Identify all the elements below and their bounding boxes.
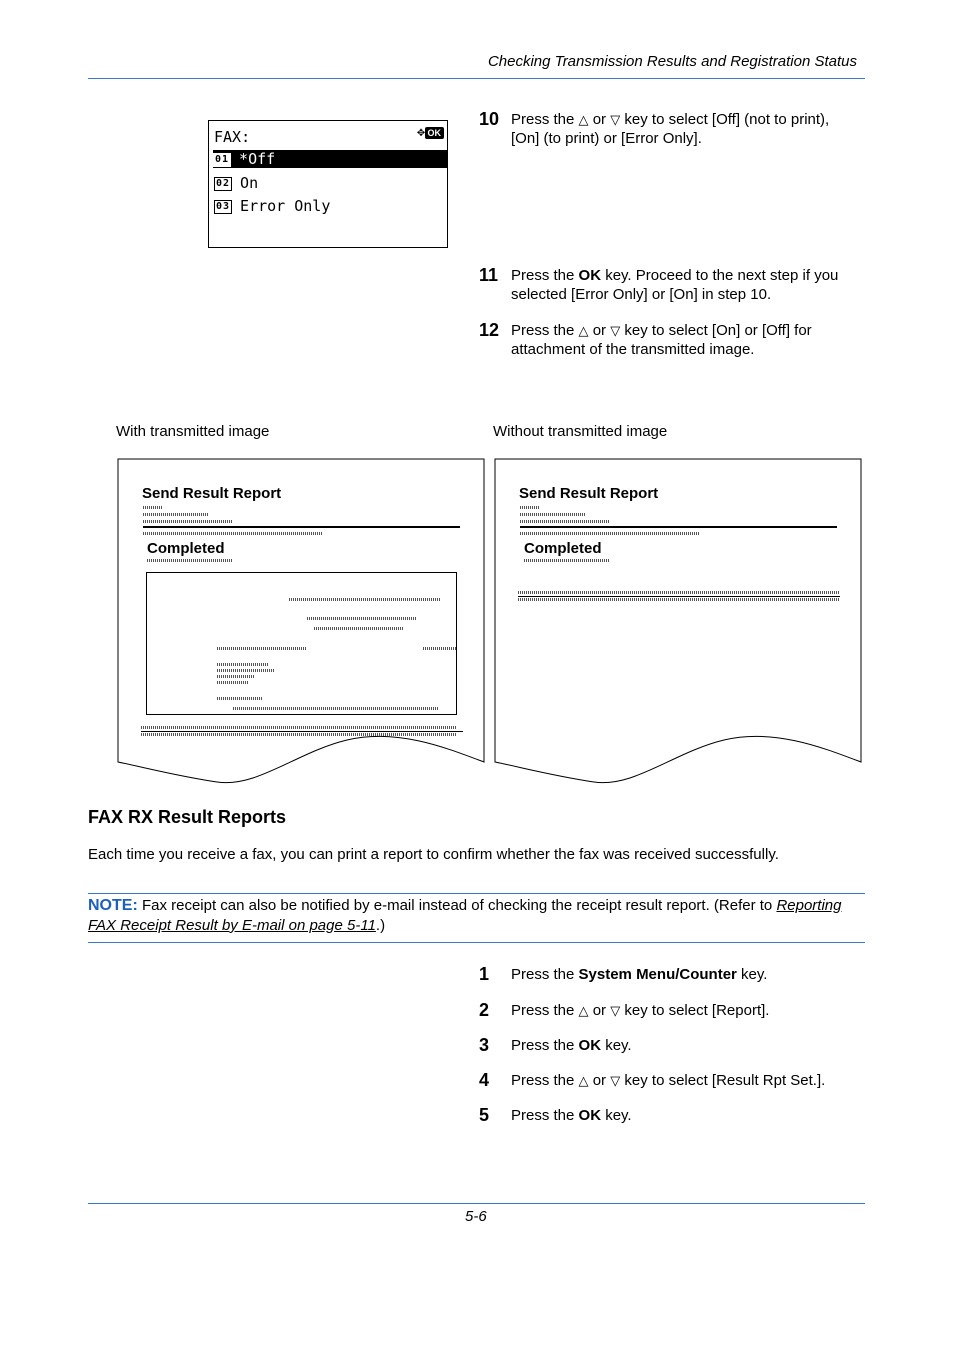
footer-rule: [88, 1203, 865, 1204]
page-number: 5-6: [465, 1208, 487, 1225]
note-bottom-rule: [88, 942, 865, 943]
report-title: Send Result Report: [519, 485, 659, 502]
four-way-arrows-icon: ✥: [417, 125, 425, 140]
report-without-image: [494, 458, 860, 778]
lcd-option-on[interactable]: 02 On: [216, 174, 259, 192]
note-link[interactable]: Reporting FAX Receipt Result by E-mail on page 5-11: [88, 897, 842, 934]
lcd-title: FAX:: [214, 128, 251, 146]
lcd-option-off[interactable]: 01 *Off: [213, 150, 447, 168]
lcd-screen: [208, 120, 448, 248]
step-number: 12: [479, 320, 500, 340]
step-number: 11: [479, 265, 499, 285]
step-text: Press the OK key.: [511, 1107, 632, 1124]
up-triangle-icon: △: [578, 323, 589, 338]
down-triangle-icon: ▽: [610, 1003, 621, 1018]
ok-key-icon: OK: [425, 127, 445, 139]
step-text: Press the △ or ▽ key to select [On] or [Off] for attachment of the transmitted image.: [511, 322, 812, 358]
step-text: Press the System Menu/Counter key.: [511, 966, 768, 983]
note-top-rule: [88, 893, 865, 894]
header-rule: [88, 78, 865, 79]
up-triangle-icon: △: [578, 1003, 589, 1018]
down-triangle-icon: ▽: [610, 112, 621, 127]
step-text: Press the △ or ▽ key to select [Off] (not to print), [On] (to print) or [Error Only].: [511, 111, 830, 147]
down-triangle-icon: ▽: [610, 323, 621, 338]
step-text: Press the OK key. Proceed to the next step if you selected [Error Only] or [On] in step 10.: [511, 267, 839, 303]
note-box: NOTE: Fax receipt can also be notified by e-mail instead of checking the receipt result report. (Refer to Reporting FAX Receipt Result by E-mail on page 5-11.): [88, 897, 842, 934]
note-label: NOTE:: [88, 897, 138, 914]
caption-with-image: With transmitted image: [116, 423, 270, 440]
header-title: Checking Transmission Results and Registration Status: [487, 53, 857, 70]
report-title: Send Result Report: [142, 485, 282, 502]
step-text: Press the OK key.: [511, 1037, 632, 1054]
step-number: 10: [479, 109, 500, 129]
report-status: Completed: [524, 540, 602, 557]
step-number: 1: [479, 964, 490, 984]
caption-without-image: Without transmitted image: [493, 423, 668, 440]
up-triangle-icon: △: [578, 112, 589, 127]
down-triangle-icon: ▽: [610, 1073, 621, 1088]
step-text: Press the △ or ▽ key to select [Result Rpt Set.].: [511, 1072, 826, 1089]
report-status: Completed: [147, 540, 225, 557]
step-number: 4: [479, 1070, 490, 1090]
transmitted-image-thumbnail: [146, 572, 457, 715]
report-with-image: [117, 458, 483, 778]
up-triangle-icon: △: [578, 1073, 589, 1088]
section-intro: Each time you receive a fax, you can print a report to confirm whether the fax was received successfully.: [88, 846, 779, 863]
step-text: Press the △ or ▽ key to select [Report].: [511, 1002, 770, 1019]
step-number: 2: [479, 1000, 490, 1020]
step-number: 5: [479, 1105, 490, 1125]
lcd-option-error-only[interactable]: 03 Error Only: [216, 197, 331, 215]
report-paper-outline: [494, 458, 862, 788]
step-number: 3: [479, 1035, 490, 1055]
section-heading: FAX RX Result Reports: [88, 807, 287, 827]
